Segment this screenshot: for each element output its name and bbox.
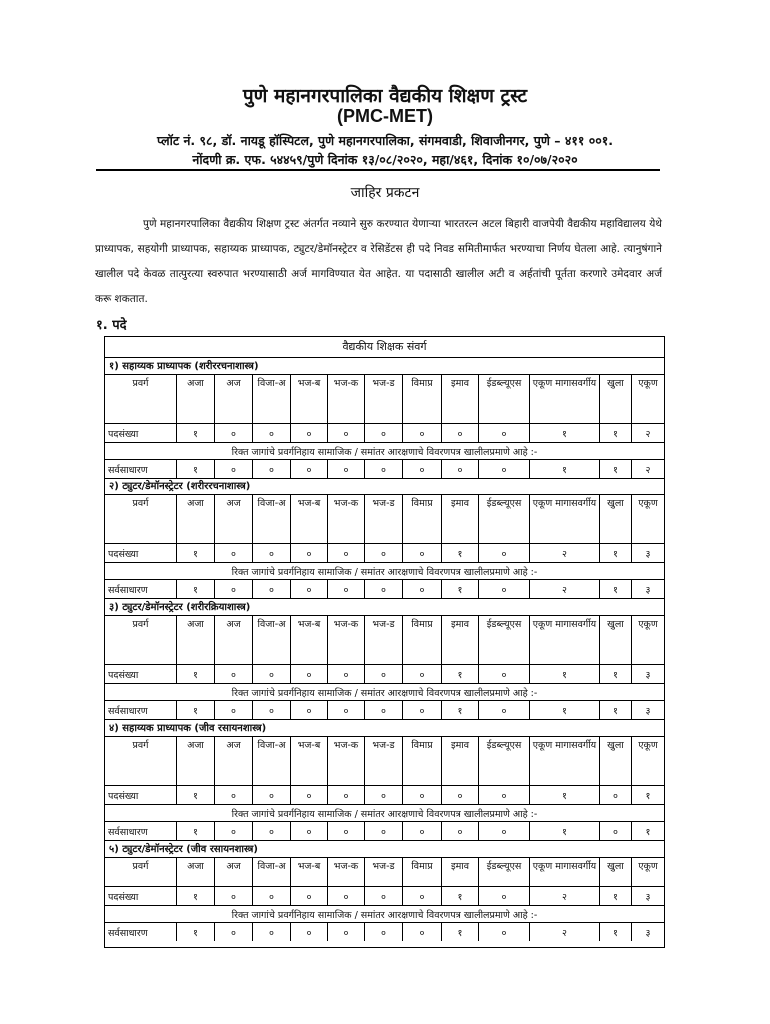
table-cell: १: [530, 822, 600, 840]
table-cell: २: [530, 923, 600, 941]
table-cell: ०: [328, 665, 365, 683]
table-cell: ०: [215, 887, 253, 905]
table-header-row: [105, 858, 664, 887]
table-cell: ०: [291, 580, 328, 598]
table-cell: ०: [479, 923, 530, 941]
column-header: भज-ब: [291, 375, 328, 423]
post-title: ५) ट्युटर/डेमॉनस्ट्रेटर (जीव रसायनशास्त्र): [105, 841, 664, 858]
notice-title: जाहिर प्रकटन: [350, 185, 420, 201]
post-title: २) ट्युटर/डेमॉनस्ट्रेटर (शरीररचनाशास्त्र): [105, 478, 664, 495]
table-cell: ०: [328, 701, 365, 719]
table-cell: ०: [215, 701, 253, 719]
column-header: एकूण मागासवर्गीय: [530, 616, 600, 664]
table-header-row: [105, 495, 664, 544]
column-header: इमाव: [442, 495, 479, 543]
column-header: भज-ड: [365, 375, 403, 423]
table-cell: १: [442, 580, 479, 598]
column-header-category: प्रवर्ग: [105, 616, 177, 664]
table-cell: ०: [215, 822, 253, 840]
general-category-row: [105, 822, 664, 841]
column-header: अज: [215, 737, 253, 785]
table-cell: ०: [253, 580, 291, 598]
column-header: भज-ब: [291, 616, 328, 664]
post-block: [105, 599, 664, 720]
table-cell: ०: [600, 822, 632, 840]
post-title: ३) ट्युटर/डेमॉनस्ट्रेटर (शरीरक्रियाशास्त्र): [105, 599, 664, 616]
table-cell: १: [442, 544, 479, 562]
column-header: अज: [215, 858, 253, 886]
table-cell: ०: [215, 923, 253, 941]
column-header: अजा: [177, 495, 215, 543]
table-cell: १: [530, 424, 600, 442]
table-cell: ०: [365, 786, 403, 804]
table-cell: ०: [328, 424, 365, 442]
table-cell: १: [442, 923, 479, 941]
general-category-row: [105, 580, 664, 599]
reservation-note-row: [105, 563, 664, 580]
column-header-category: प्रवर्ग: [105, 858, 177, 886]
table-cell: ०: [291, 701, 328, 719]
table-cell: ०: [600, 786, 632, 804]
table-cell: ०: [328, 544, 365, 562]
table-cell: ०: [442, 424, 479, 442]
column-header: भज-क: [328, 737, 365, 785]
column-header: भज-ब: [291, 858, 328, 886]
row-label: सर्वसाधारण: [105, 460, 177, 478]
table-cell: ०: [479, 580, 530, 598]
row-label: सर्वसाधारण: [105, 701, 177, 719]
table-cell: ०: [365, 887, 403, 905]
org-address: प्लॉट नं. ९८, डॉ. नायडू हॉस्पिटल, पुणे महानगरपालिका, संगमवाडी, शिवाजीनगर, पुणे – ४११ ००१.: [157, 133, 613, 148]
column-header: खुला: [600, 616, 632, 664]
reservation-note: रिक्त जागांचे प्रवर्गनिहाय सामाजिक / समांतर आरक्षणाचे विवरणपत्र खालीलप्रमाणे आहे :-: [231, 566, 538, 578]
table-header-row: [105, 616, 664, 665]
table-cell: ३: [645, 669, 651, 681]
table-cell: ०: [253, 887, 291, 905]
column-header: एकूण: [638, 740, 658, 751]
column-header: विमाप्र: [403, 616, 442, 664]
posts-count-row: [105, 424, 664, 443]
table-cell: ०: [442, 460, 479, 478]
column-header: विमाप्र: [403, 495, 442, 543]
reservation-note-row: [105, 805, 664, 822]
table-cell: ०: [328, 887, 365, 905]
table-cell: ०: [291, 424, 328, 442]
table-cell: ०: [215, 665, 253, 683]
column-header: विजा-अ: [253, 737, 291, 785]
table-cell: १: [530, 701, 600, 719]
column-header: एकूण: [638, 619, 658, 630]
table-cell: ०: [479, 424, 530, 442]
column-header: एकूण मागासवर्गीय: [530, 858, 600, 886]
posts-count-row: [105, 665, 664, 684]
table-cell: ०: [291, 822, 328, 840]
posts-count-row: [105, 887, 664, 906]
table-cell: ०: [215, 460, 253, 478]
table-cell: २: [530, 580, 600, 598]
row-label: पदसंख्या: [105, 424, 177, 442]
column-header: भज-ब: [291, 495, 328, 543]
post-title: १) सहाय्यक प्राध्यापक (शरीररचनाशास्त्र): [105, 358, 664, 375]
column-header: अज: [215, 616, 253, 664]
column-header: विमाप्र: [403, 858, 442, 886]
table-cell: १: [442, 665, 479, 683]
table-cell: ०: [403, 580, 442, 598]
table-cell: १: [177, 460, 215, 478]
table-cell: ०: [328, 923, 365, 941]
table-cell: ०: [365, 460, 403, 478]
table-cell: ०: [403, 786, 442, 804]
table-cell: ०: [328, 580, 365, 598]
row-label: पदसंख्या: [105, 665, 177, 683]
post-block: [105, 478, 664, 599]
table-cell: ०: [253, 424, 291, 442]
column-header: खुला: [600, 375, 632, 423]
table-cell: ०: [479, 665, 530, 683]
table-cell: ०: [479, 701, 530, 719]
row-label: सर्वसाधारण: [105, 822, 177, 840]
posts-count-row: [105, 786, 664, 805]
table-cell: ०: [291, 786, 328, 804]
table-cell: १: [600, 544, 632, 562]
column-header: विजा-अ: [253, 616, 291, 664]
table-cell: ०: [403, 923, 442, 941]
table-cell: ०: [253, 701, 291, 719]
table-cell: १: [600, 887, 632, 905]
post-block: [105, 841, 664, 946]
table-cell: २: [530, 887, 600, 905]
table-cell: ३: [645, 927, 651, 939]
table-cell: ०: [253, 665, 291, 683]
table-cell: ०: [479, 887, 530, 905]
table-cell: ०: [215, 786, 253, 804]
table-cell: १: [530, 665, 600, 683]
org-abbreviation: (PMC-MET): [337, 106, 433, 126]
section-heading: १. पदे: [96, 318, 127, 333]
table-title: वैद्यकीय शिक्षक संवर्ग: [105, 337, 664, 358]
column-header: एकूण: [638, 861, 658, 872]
table-cell: १: [600, 460, 632, 478]
posts-count-row: [105, 544, 664, 563]
table-cell: ०: [442, 822, 479, 840]
column-header: खुला: [600, 858, 632, 886]
table-cell: ०: [403, 665, 442, 683]
column-header: भज-ड: [365, 495, 403, 543]
table-cell: १: [177, 665, 215, 683]
table-cell: ०: [365, 923, 403, 941]
table-cell: ०: [328, 822, 365, 840]
table-cell: १: [600, 701, 632, 719]
column-header: विमाप्र: [403, 375, 442, 423]
column-header: अजा: [177, 858, 215, 886]
table-cell: १: [177, 580, 215, 598]
table-cell: १: [177, 923, 215, 941]
column-header: भज-ड: [365, 616, 403, 664]
column-header: ईडब्ल्यूएस: [479, 375, 530, 423]
table-cell: ०: [403, 424, 442, 442]
table-cell: ०: [479, 822, 530, 840]
table-cell: ०: [365, 822, 403, 840]
row-label: पदसंख्या: [105, 786, 177, 804]
table-cell: ०: [291, 923, 328, 941]
row-label: सर्वसाधारण: [105, 580, 177, 598]
reservation-note-row: [105, 443, 664, 460]
table-cell: ०: [403, 701, 442, 719]
column-header: खुला: [600, 737, 632, 785]
column-header: ईडब्ल्यूएस: [479, 858, 530, 886]
table-cell: ०: [253, 460, 291, 478]
posts-table: [104, 336, 665, 948]
post-block: [105, 720, 664, 841]
table-cell: १: [600, 424, 632, 442]
column-header: विजा-अ: [253, 495, 291, 543]
table-cell: ०: [365, 701, 403, 719]
table-cell: २: [645, 428, 651, 440]
column-header-category: प्रवर्ग: [105, 495, 177, 543]
column-header: भज-क: [328, 858, 365, 886]
column-header: अजा: [177, 616, 215, 664]
column-header: एकूण मागासवर्गीय: [530, 737, 600, 785]
column-header: अजा: [177, 375, 215, 423]
column-header: अज: [215, 495, 253, 543]
table-cell: १: [600, 923, 632, 941]
column-header: एकूण मागासवर्गीय: [530, 495, 600, 543]
reservation-note: रिक्त जागांचे प्रवर्गनिहाय सामाजिक / समांतर आरक्षणाचे विवरणपत्र खालीलप्रमाणे आहे :-: [231, 808, 538, 820]
table-cell: ०: [403, 544, 442, 562]
reservation-note: रिक्त जागांचे प्रवर्गनिहाय सामाजिक / समांतर आरक्षणाचे विवरणपत्र खालीलप्रमाणे आहे :-: [231, 909, 538, 921]
row-label: पदसंख्या: [105, 887, 177, 905]
reservation-note-row: [105, 906, 664, 923]
table-cell: ०: [253, 544, 291, 562]
column-header: इमाव: [442, 737, 479, 785]
intro-paragraph: पुणे महानगरपालिका वैद्यकीय शिक्षण ट्रस्ट अंतर्गत नव्याने सुरु करण्यात येणाऱ्या भारतरत्न अटल बिहारी वाजपेयी वैद्यकीय महाविद्यालय येथे प्राध्यापक, सहयोगी प्राध्यापक, सहाय्यक प्राध्यापक, ट्युटर/डेमॉनस्ट्रेटर व रेसिडेंटस ही पदे निवड समितीमार्फत भरण्याचा निर्णय घेतला आहे. त्यानुषंगाने खालील पदे केवळ तात्पुरत्या स्वरुपात भरण्यासाठी अर्ज मागविण्यात येत आहेत. या पदासाठी खालील अटी व अर्हतांची पूर्तता करणारे उमेदवार अर्ज करू शकतात.: [95, 218, 662, 305]
column-header: एकूण: [638, 498, 658, 509]
table-cell: १: [177, 701, 215, 719]
table-cell: १: [177, 544, 215, 562]
table-cell: ०: [291, 887, 328, 905]
table-cell: ०: [403, 887, 442, 905]
column-header: भज-ड: [365, 858, 403, 886]
registration-line: नोंदणी क्र. एफ. ५४४५९/पुणे दिनांक १३/०८/२०२०, महा/४६१, दिनांक १०/०७/२०२०: [192, 152, 578, 167]
org-title: पुणे महानगरपालिका वैद्यकीय शिक्षण ट्रस्ट: [242, 85, 528, 107]
table-cell: ०: [328, 786, 365, 804]
table-cell: ०: [253, 786, 291, 804]
table-header-row: [105, 375, 664, 424]
table-cell: ३: [645, 891, 651, 903]
reservation-note: रिक्त जागांचे प्रवर्गनिहाय सामाजिक / समांतर आरक्षणाचे विवरणपत्र खालीलप्रमाणे आहे :-: [231, 446, 538, 458]
table-cell: ०: [215, 424, 253, 442]
general-category-row: [105, 923, 664, 941]
table-cell: १: [177, 424, 215, 442]
table-cell: ०: [403, 460, 442, 478]
table-cell: १: [530, 786, 600, 804]
reservation-note-row: [105, 684, 664, 701]
table-cell: ०: [253, 822, 291, 840]
column-header: भज-ब: [291, 737, 328, 785]
table-cell: १: [645, 790, 651, 802]
column-header: विमाप्र: [403, 737, 442, 785]
column-header: भज-ड: [365, 737, 403, 785]
table-cell: १: [442, 887, 479, 905]
table-cell: १: [600, 665, 632, 683]
table-cell: १: [645, 826, 651, 838]
post-title: ४) सहाय्यक प्राध्यापक (जीव रसायनशास्त्र): [105, 720, 664, 737]
header-divider: [96, 169, 660, 171]
table-cell: ०: [403, 822, 442, 840]
table-cell: ०: [291, 460, 328, 478]
column-header: अज: [215, 375, 253, 423]
general-category-row: [105, 460, 664, 479]
table-cell: ०: [291, 544, 328, 562]
table-cell: २: [645, 464, 651, 476]
table-cell: ०: [365, 580, 403, 598]
column-header: ईडब्ल्यूएस: [479, 616, 530, 664]
column-header: इमाव: [442, 375, 479, 423]
table-cell: ०: [365, 665, 403, 683]
column-header: ईडब्ल्यूएस: [479, 737, 530, 785]
column-header: इमाव: [442, 858, 479, 886]
column-header: विजा-अ: [253, 858, 291, 886]
table-cell: १: [177, 786, 215, 804]
row-label: सर्वसाधारण: [105, 923, 177, 941]
column-header: विजा-अ: [253, 375, 291, 423]
table-cell: १: [600, 580, 632, 598]
column-header: इमाव: [442, 616, 479, 664]
table-cell: ०: [365, 424, 403, 442]
table-cell: १: [177, 887, 215, 905]
column-header: भज-क: [328, 375, 365, 423]
column-header: भज-क: [328, 495, 365, 543]
column-header: भज-क: [328, 616, 365, 664]
table-cell: २: [530, 544, 600, 562]
column-header: ईडब्ल्यूएस: [479, 495, 530, 543]
table-header-row: [105, 737, 664, 786]
table-cell: १: [530, 460, 600, 478]
column-header-category: प्रवर्ग: [105, 375, 177, 423]
general-category-row: [105, 701, 664, 720]
table-cell: ३: [645, 705, 651, 717]
table-cell: ०: [215, 544, 253, 562]
table-cell: ०: [479, 786, 530, 804]
table-cell: १: [442, 701, 479, 719]
column-header: अजा: [177, 737, 215, 785]
column-header: एकूण मागासवर्गीय: [530, 375, 600, 423]
reservation-note: रिक्त जागांचे प्रवर्गनिहाय सामाजिक / समांतर आरक्षणाचे विवरणपत्र खालीलप्रमाणे आहे :-: [231, 687, 538, 699]
row-label: पदसंख्या: [105, 544, 177, 562]
table-cell: ०: [291, 665, 328, 683]
table-cell: ३: [645, 584, 651, 596]
column-header: एकूण: [638, 378, 658, 389]
post-block: [105, 358, 664, 478]
table-cell: १: [177, 822, 215, 840]
table-cell: ०: [328, 460, 365, 478]
table-cell: ०: [442, 786, 479, 804]
table-cell: ०: [215, 580, 253, 598]
table-cell: ०: [479, 544, 530, 562]
column-header: खुला: [600, 495, 632, 543]
table-cell: ३: [645, 548, 651, 560]
table-cell: ०: [479, 460, 530, 478]
table-cell: ०: [253, 923, 291, 941]
table-cell: ०: [365, 544, 403, 562]
column-header-category: प्रवर्ग: [105, 737, 177, 785]
